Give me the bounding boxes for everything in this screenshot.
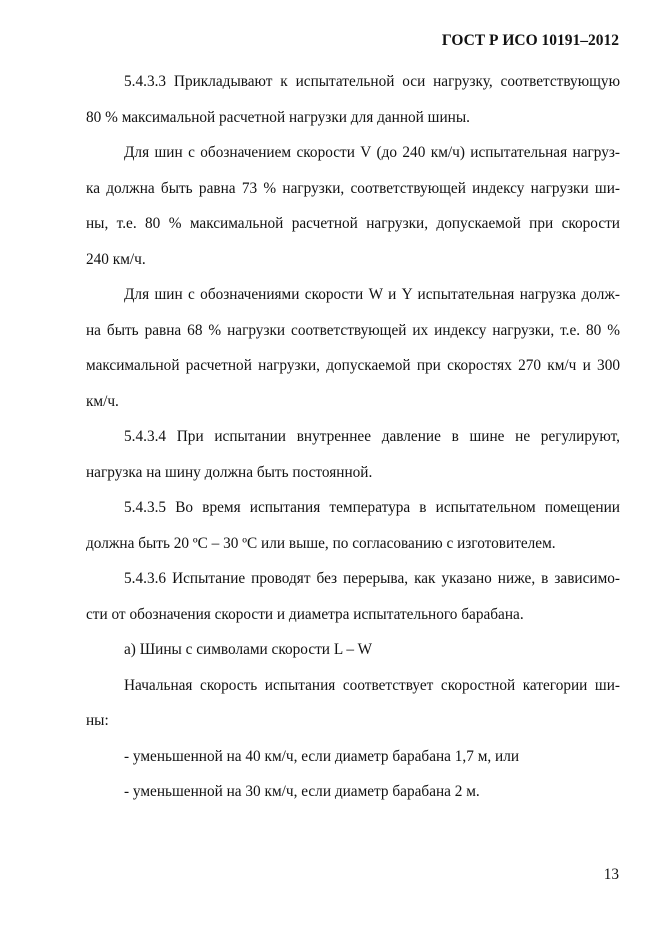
paragraph-5-4-3-3 xyxy=(86,64,620,135)
text-line: ны, т.е. 80 % максимальной расчетной нагрузки, допускаемой при скорости xyxy=(86,215,620,232)
list-item-drum-2 xyxy=(86,774,620,810)
text-line: 5.4.3.4 При испытании внутреннее давление в шине не регулируют, xyxy=(124,428,620,445)
paragraph-5-4-3-6 xyxy=(86,561,620,632)
text-line: ны: xyxy=(86,712,109,729)
text-line: ка должна быть равна 73 % нагрузки, соответствующей индексу нагрузки ши- xyxy=(86,179,620,197)
text-line: на быть равна 68 % нагрузки соответствующей их индексу нагрузки, т.е. 80 % xyxy=(86,321,620,339)
text-line: км/ч. xyxy=(86,392,119,410)
page-number: 13 xyxy=(603,866,619,883)
text-line: 5.4.3.6 Испытание проводят без перерыва, как указано ниже, в зависимо- xyxy=(124,570,620,587)
paragraph-5-4-3-5 xyxy=(86,490,620,561)
paragraph-item-a xyxy=(86,632,620,668)
text-line: - уменьшенной на 30 км/ч, если диаметр барабана 2 м. xyxy=(124,783,480,800)
text-line: максимальной расчетной нагрузки, допускаемой при скоростях 270 км/ч и 300 xyxy=(86,357,620,374)
text-line: Начальная скорость испытания соответствует скоростной категории ши- xyxy=(124,676,620,694)
document-body xyxy=(86,64,620,810)
text-line: 80 % максимальной расчетной нагрузки для данной шины. xyxy=(86,108,470,126)
text-line: должна быть 20 ºС – 30 ºС или выше, по согласованию с изготовителем. xyxy=(86,534,556,552)
text-line: - уменьшенной на 40 км/ч, если диаметр барабана 1,7 м, или xyxy=(124,747,520,765)
paragraph-5-4-3-4 xyxy=(86,419,620,490)
text-line: сти от обозначения скорости и диаметра испытательного барабана. xyxy=(86,605,524,623)
paragraph-speed-w-y xyxy=(86,277,620,419)
text-line: 240 км/ч. xyxy=(86,250,146,268)
text-line: а) Шины с символами скорости L – W xyxy=(124,641,373,658)
text-line: Для шин с обозначением скорости V (до 240 км/ч) испытательная нагруз- xyxy=(124,144,620,161)
text-line: 5.4.3.5 Во время испытания температура в испытательном помещении xyxy=(124,499,620,516)
text-line: 5.4.3.3 Прикладывают к испытательной оси нагрузку, соответствующую xyxy=(124,73,620,90)
document-header: ГОСТ Р ИСО 10191–2012 xyxy=(441,32,619,49)
text-line: Для шин с обозначениями скорости W и Y испытательная нагрузка долж- xyxy=(124,286,620,303)
text-line: нагрузка на шину должна быть постоянной. xyxy=(86,463,373,481)
paragraph-speed-v xyxy=(86,135,620,277)
paragraph-initial-speed xyxy=(86,668,620,739)
list-item-drum-1-7 xyxy=(86,739,620,775)
